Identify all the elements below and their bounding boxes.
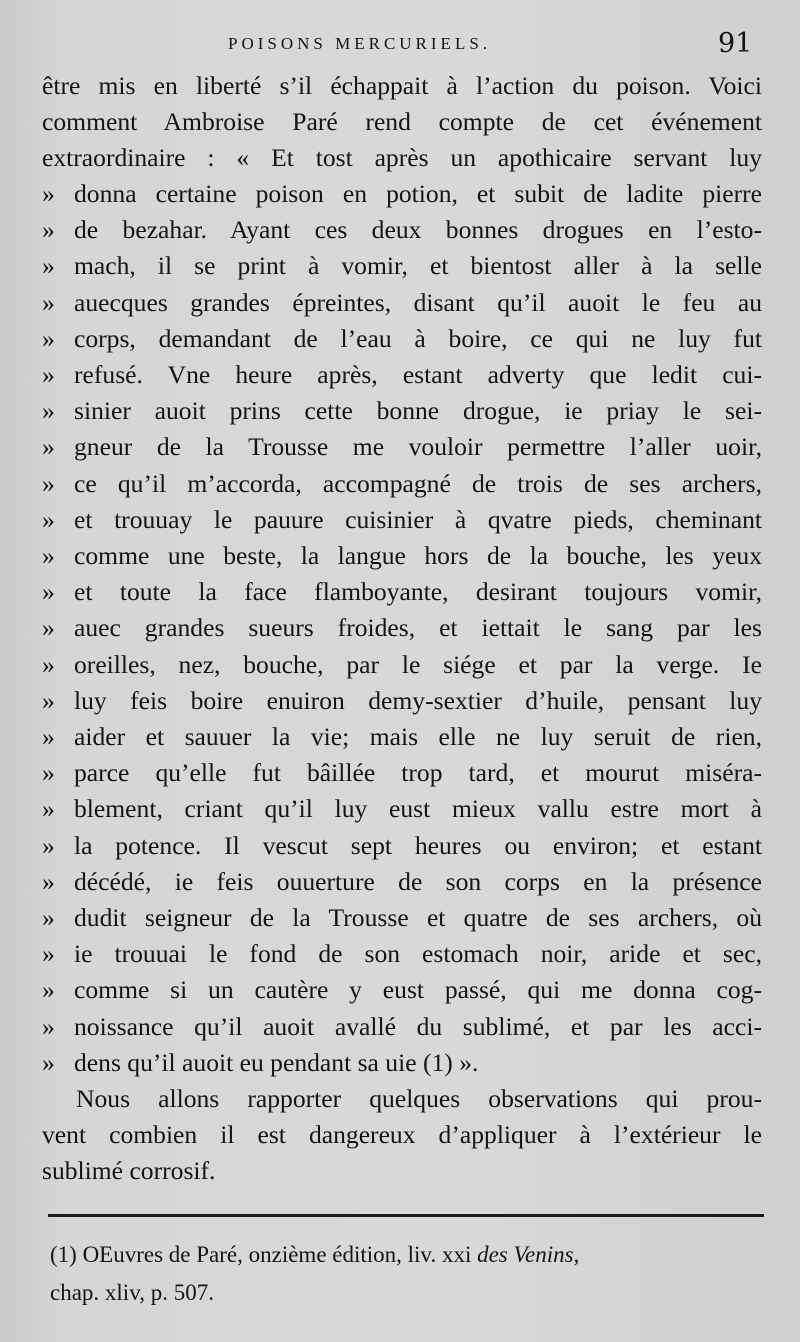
- line-text: blement, criant qu’il luy eust mieux vallu estre mort à: [74, 794, 762, 824]
- text-line: [42, 1009, 762, 1045]
- guillemet-mark: »: [42, 577, 55, 607]
- text-line: [42, 248, 762, 284]
- line-text: parce qu’elle fut bâillée trop tard, et mourut miséra-: [74, 758, 762, 788]
- text-line: [42, 393, 762, 429]
- line-text: comme une beste, la langue hors de la bouche, les yeux: [74, 541, 762, 571]
- guillemet-mark: »: [42, 179, 55, 208]
- line-text: dens qu’il auoit eu pendant sa uie (1) ».: [74, 1047, 479, 1077]
- text-line: [42, 321, 762, 357]
- guillemet-mark: »: [42, 613, 55, 643]
- line-text: gneur de la Trousse me vouloir permettre l’aller uoir,: [74, 432, 762, 462]
- guillemet-mark: »: [42, 758, 55, 788]
- line-text: mach, il se print à vomir, et bientost aller à la selle: [74, 251, 762, 281]
- footnote-line: [50, 1236, 770, 1274]
- line-text: luy feis boire enuiron demy-sextier d’huile, pensant luy: [74, 685, 762, 715]
- guillemet-mark: »: [42, 939, 55, 969]
- line-text: de bezahar. Ayant ces deux bonnes drogues en l’esto-: [74, 215, 762, 245]
- guillemet-mark: »: [42, 323, 55, 353]
- text-line: [42, 936, 762, 972]
- text-line: [42, 719, 762, 755]
- footnote-title-italic: des Venins,: [477, 1242, 580, 1267]
- guillemet-mark: »: [42, 722, 55, 752]
- guillemet-mark: »: [42, 794, 55, 824]
- footnote: [50, 1236, 770, 1312]
- line-text: être mis en liberté s’il échappait à l’action du poison. Voici: [42, 71, 762, 100]
- line-text: vent combien il est dangereux d’appliquer à l’extérieur le: [42, 1120, 762, 1150]
- line-text: sublimé corrosif.: [42, 1156, 216, 1186]
- line-text: et toute la face flamboyante, desirant toujours vomir,: [74, 577, 762, 607]
- text-line: [42, 538, 762, 574]
- line-text: et trouuay le pauure cuisinier à qvatre pieds, cheminant: [74, 504, 762, 534]
- guillemet-mark: »: [42, 468, 55, 498]
- guillemet-mark: »: [42, 1047, 55, 1077]
- guillemet-mark: »: [42, 866, 55, 896]
- text-line: [42, 1081, 762, 1117]
- text-line: [42, 285, 762, 321]
- text-line: [42, 176, 762, 212]
- guillemet-mark: »: [42, 903, 55, 933]
- line-text: donna certaine poison en potion, et subit de ladite pierre: [74, 179, 762, 208]
- text-line: [42, 755, 762, 791]
- line-text: noissance qu’il auoit avallé du sublimé, et par les acci-: [74, 1011, 762, 1041]
- guillemet-mark: »: [42, 215, 55, 245]
- line-text: ie trouuai le fond de son estomach noir, aride et sec,: [74, 939, 762, 969]
- guillemet-mark: »: [42, 504, 55, 534]
- footnote-citation: (1) OEuvres de Paré, onzième édition, liv. xxi: [50, 1242, 472, 1267]
- line-text: comme si un cautère y eust passé, qui me donna cog-: [74, 975, 762, 1005]
- guillemet-mark: »: [42, 432, 55, 462]
- page-number: 91: [718, 28, 753, 59]
- line-text: décédé, ie feis ouuerture de son corps en la présence: [74, 866, 762, 896]
- text-line: [42, 466, 762, 502]
- running-title: POISONS MERCURIELS.: [228, 34, 492, 53]
- text-line: [42, 683, 762, 719]
- line-text: Nous allons rapporter quelques observations qui prou-: [76, 1084, 762, 1114]
- body-text: [42, 68, 762, 1189]
- guillemet-mark: »: [42, 360, 55, 390]
- text-line: [42, 610, 762, 646]
- guillemet-mark: »: [42, 287, 55, 317]
- guillemet-mark: »: [42, 649, 55, 679]
- line-text: comment Ambroise Paré rend compte de cet événement: [42, 107, 762, 136]
- line-text: la potence. Il vescut sept heures ou environ; et estant: [74, 830, 762, 860]
- text-line: [42, 1153, 762, 1189]
- text-line: [42, 357, 762, 393]
- guillemet-mark: »: [42, 1011, 55, 1041]
- text-line: [42, 1117, 762, 1153]
- guillemet-mark: »: [42, 251, 55, 281]
- guillemet-mark: »: [42, 541, 55, 571]
- line-text: extraordinaire : « Et tost après un apothicaire servant luy: [42, 143, 762, 172]
- text-line: [42, 104, 762, 140]
- guillemet-mark: »: [42, 685, 55, 715]
- paragraph-indent: [42, 1081, 76, 1117]
- footnote-line: chap. xliv, p. 507.: [50, 1280, 214, 1305]
- text-line: [42, 828, 762, 864]
- line-text: auec grandes sueurs froides, et iettait le sang par les: [74, 613, 762, 643]
- text-line: [42, 574, 762, 610]
- text-line: [42, 429, 762, 465]
- text-line: [42, 791, 762, 827]
- text-line: [42, 900, 762, 936]
- text-line: [42, 647, 762, 683]
- guillemet-mark: »: [42, 830, 55, 860]
- footnote-rule: [48, 1214, 764, 1217]
- text-line: [42, 68, 762, 104]
- text-line: [42, 212, 762, 248]
- guillemet-mark: »: [42, 975, 55, 1005]
- line-text: dudit seigneur de la Trousse et quatre de ses archers, où: [74, 903, 762, 933]
- line-text: refusé. Vne heure après, estant adverty que ledit cui-: [74, 360, 762, 390]
- text-line: [42, 140, 762, 176]
- line-text: aider et sauuer la vie; mais elle ne luy seruit de rien,: [74, 722, 762, 752]
- text-line: [42, 972, 762, 1008]
- line-text: oreilles, nez, bouche, par le siége et par la verge. Ie: [74, 649, 762, 679]
- guillemet-mark: »: [42, 396, 55, 426]
- text-line: [42, 1045, 762, 1081]
- line-text: sinier auoit prins cette bonne drogue, ie priay le sei-: [74, 396, 762, 426]
- text-line: [42, 864, 762, 900]
- text-line: [42, 502, 762, 538]
- line-text: ce qu’il m’accorda, accompagné de trois de ses archers,: [74, 468, 762, 498]
- line-text: auecques grandes épreintes, disant qu’il auoit le feu au: [74, 287, 762, 317]
- line-text: corps, demandant de l’eau à boire, ce qui ne luy fut: [74, 323, 762, 353]
